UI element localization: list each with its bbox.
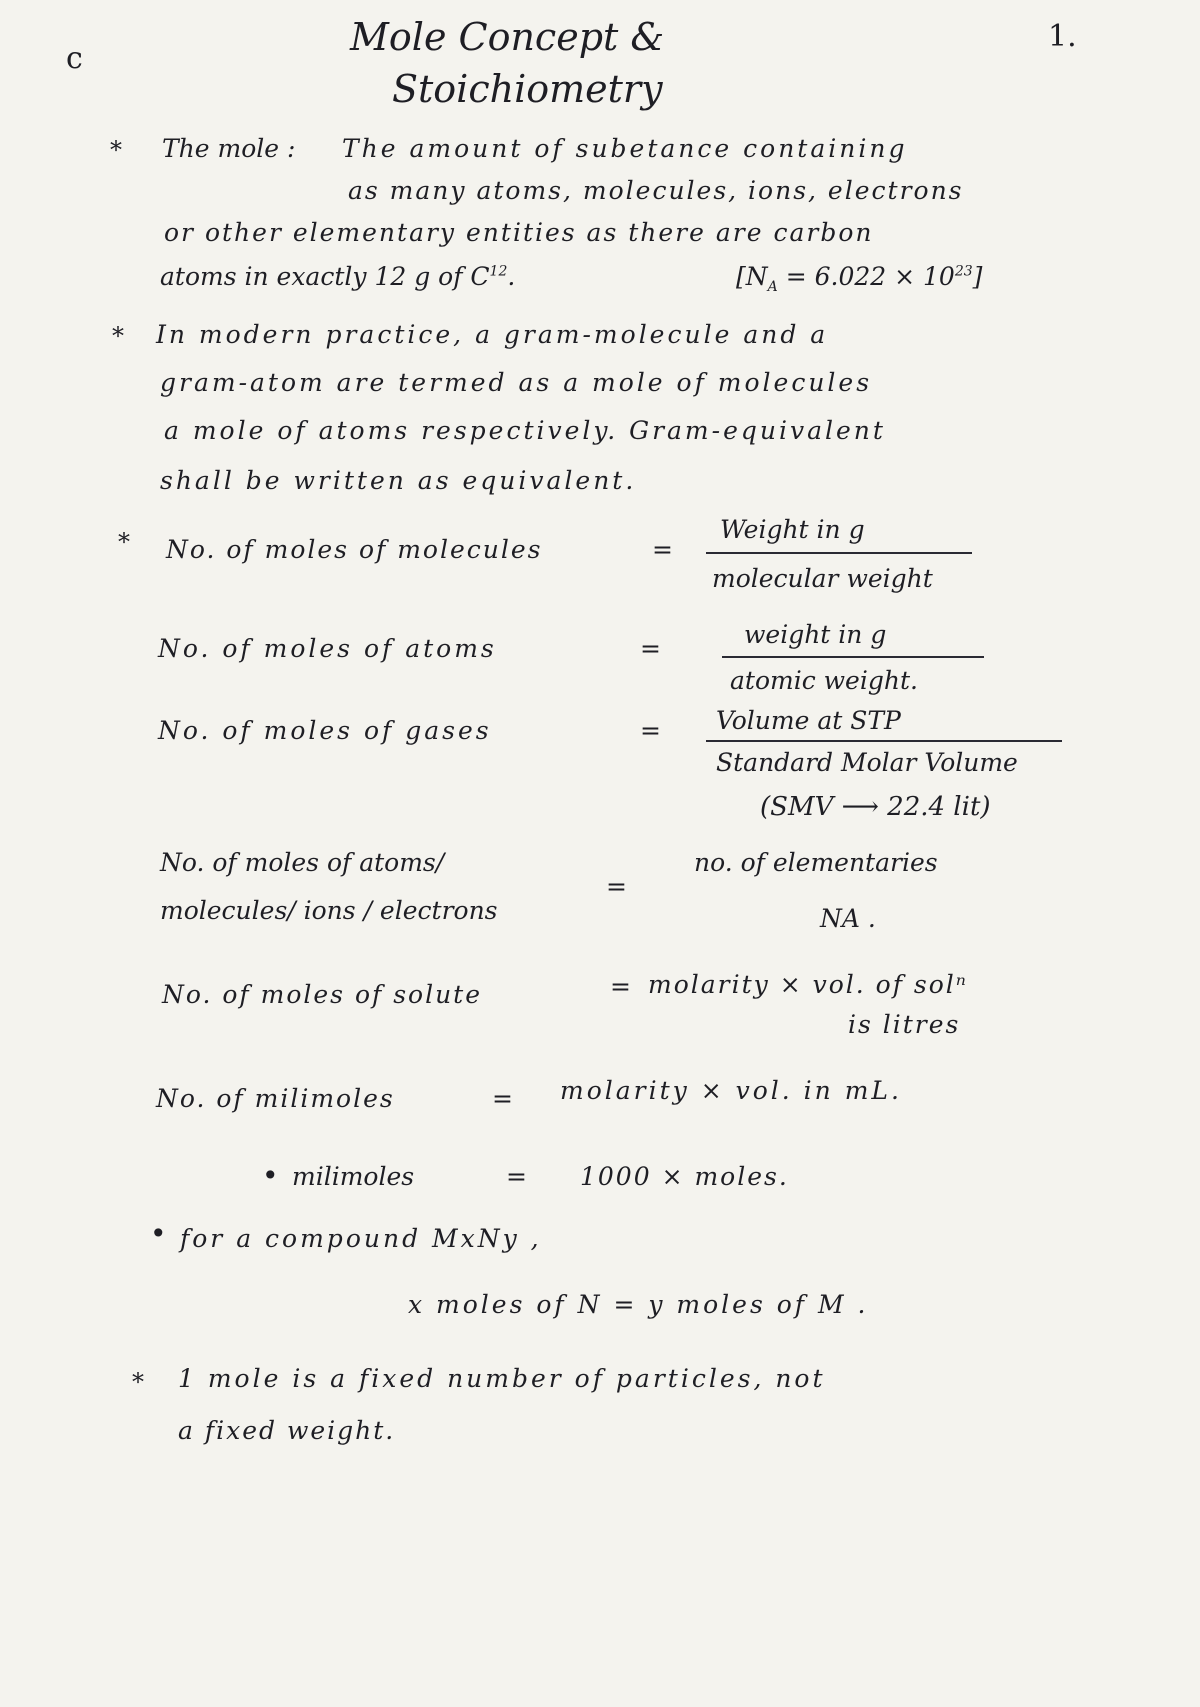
corner-mark: c <box>66 41 83 76</box>
star-bullet: * <box>112 322 124 350</box>
definition-line-4: atoms in exactly 12 g of $C^{12}$. <box>160 262 516 291</box>
millimoles-rhs: molarity × vol. in mL. <box>560 1076 902 1105</box>
fraction-bar <box>706 552 972 554</box>
title-line-2: Stoichiometry <box>392 67 663 111</box>
modern-line-3: a mole of atoms respectively. Gram-equivalent <box>164 416 886 445</box>
star-bullet: * <box>110 136 122 164</box>
moles-elementary-lhs-2: molecules/ ions / electrons <box>160 896 498 925</box>
definition-line-2: as many atoms, molecules, ions, electrons <box>348 176 964 205</box>
moles-solute-rhs-2: is litres <box>848 1010 961 1039</box>
moles-elementary-lhs-1: No. of moles of atoms/ <box>160 848 445 877</box>
millimoles-relation-rhs: 1000 × moles. <box>580 1162 789 1191</box>
equals-sign: = <box>492 1084 513 1113</box>
equals-sign: = <box>610 972 631 1001</box>
moles-molecules-denominator: molecular weight <box>712 564 933 593</box>
equals-sign: = <box>506 1162 527 1191</box>
moles-gases-numerator: Volume at STP <box>716 706 901 735</box>
equals-sign: = <box>640 634 661 663</box>
moles-atoms-numerator: weight in g <box>744 620 887 649</box>
equals-sign: = <box>606 872 627 901</box>
round-bullet: • <box>262 1159 279 1192</box>
moles-molecules-lhs: No. of moles of molecules <box>166 535 543 564</box>
title-line-1: Mole Concept & <box>350 15 665 59</box>
moles-gases-denominator: Standard Molar Volume <box>716 748 1018 777</box>
moles-elementary-numerator: no. of elementaries <box>694 848 938 877</box>
round-bullet: • <box>150 1217 167 1250</box>
modern-line-4: shall be written as equivalent. <box>160 466 637 495</box>
modern-line-1: In modern practice, a gram-molecule and a <box>156 320 829 349</box>
avogadro-constant: $[N_A = 6.022 \times 10^{23}]$ <box>736 262 983 295</box>
compound-line-1: for a compound MxNy , <box>180 1224 542 1253</box>
definition-line-1: The amount of subetance containing <box>342 134 908 163</box>
fraction-bar <box>722 656 984 658</box>
moles-elementary-denominator: NA . <box>820 904 876 933</box>
moles-molecules-numerator: Weight in g <box>720 515 865 544</box>
page-number: 1. <box>1048 19 1077 54</box>
definition-line-3: or other elementary entities as there are carbon <box>164 218 874 247</box>
equals-sign: = <box>640 716 661 745</box>
moles-solute-lhs: No. of moles of solute <box>162 980 483 1009</box>
definition-label: The mole : <box>162 134 296 163</box>
moles-atoms-lhs: No. of moles of atoms <box>158 634 497 663</box>
moles-solute-rhs: molarity × vol. of solⁿ <box>648 970 968 999</box>
moles-gases-lhs: No. of moles of gases <box>158 716 492 745</box>
moles-atoms-denominator: atomic weight. <box>730 666 918 695</box>
note-line-1: 1 mole is a fixed number of particles, not <box>178 1364 826 1393</box>
millimoles-lhs: No. of milimoles <box>156 1084 395 1113</box>
note-line-2: a fixed weight. <box>178 1416 396 1445</box>
smv-note: (SMV ⟶ 22.4 lit) <box>760 792 991 822</box>
star-bullet: * <box>118 528 130 556</box>
millimoles-relation-lhs: milimoles <box>292 1162 415 1191</box>
fraction-bar <box>706 740 1062 742</box>
star-bullet: * <box>132 1368 144 1396</box>
compound-line-2: x moles of N = y moles of M . <box>408 1290 869 1319</box>
equals-sign: = <box>652 535 673 564</box>
modern-line-2: gram-atom are termed as a mole of molecules <box>160 368 873 397</box>
